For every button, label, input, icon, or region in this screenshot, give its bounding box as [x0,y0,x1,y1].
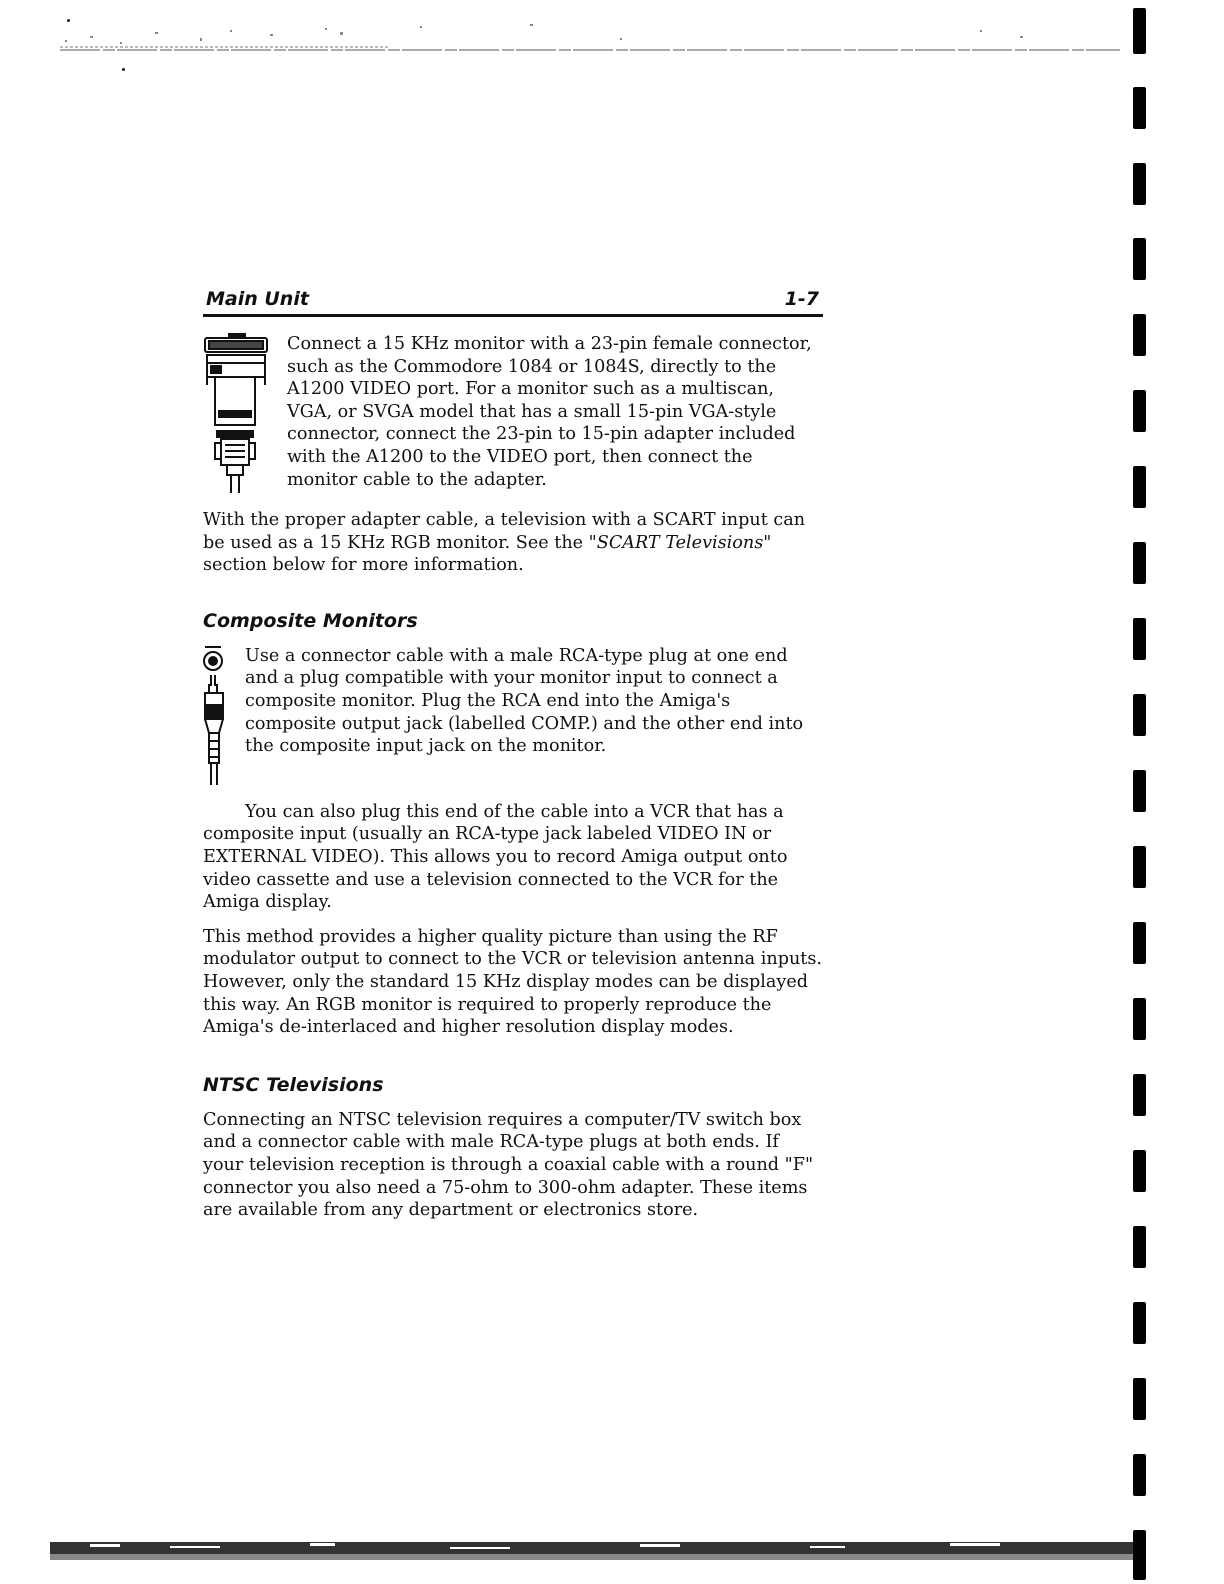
section-title: Main Unit [206,288,309,310]
binding-mark [1133,1454,1146,1496]
binding-mark [1133,922,1146,964]
binding-mark [1133,163,1146,205]
binding-mark [1133,87,1146,129]
binding-mark [1133,314,1146,356]
binding-mark [1133,998,1146,1040]
rgb-monitor-intro: Connect a 15 KHz monitor with a 23-pin female connector, such as the Commodore 1084 or 1084S, directly to the A1200 VIDEO port. For a monitor such as a multiscan, VGA, or SVGA model that has a small 15-pin VGA-style connector, connect the 23-pin to 15-pin adapter included with the A1200 to the VIDEO port, then connect the monitor cable to the adapter. [287,334,812,490]
rgb-monitor-block [203,333,823,499]
binding-mark [1133,618,1146,660]
binding-mark [1133,1074,1146,1116]
composite-block [203,645,823,791]
binding-mark [1133,694,1146,736]
23-pin-connector-adapter-icon [203,333,269,495]
scart-reference: "SCART Televisions" [588,532,772,553]
binding-mark [1133,1150,1146,1192]
binding-mark [1133,466,1146,508]
ntsc-televisions-section [203,1073,823,1222]
composite-heading: Composite Monitors [203,609,418,632]
binding-mark [1133,1378,1146,1420]
binding-mark [1133,846,1146,888]
scart-note-after: section below for more information. [203,555,524,576]
binding-mark [1133,238,1146,280]
rca-plug-icon [203,645,233,787]
page-number: 1-7 [784,288,819,310]
binding-mark [1133,770,1146,812]
binding-mark [1133,390,1146,432]
scan-speck [67,19,70,22]
scan-speck [122,68,125,71]
scan-noise-bottom [50,1538,1140,1578]
ntsc-heading: NTSC Televisions [203,1073,384,1096]
binding-mark [1133,1530,1146,1580]
binding-mark [1133,1302,1146,1344]
binding-marks [1130,0,1150,1584]
composite-monitors-section [203,609,823,1039]
composite-para-1: Use a connector cable with a male RCA-type plug at one end and a plug compatible with your monitor input to connect a composite monitor. Plug the RCA end into the Amiga's composite output jack (labelled COMP.) and the other end into the composite input jack on the monitor. [245,645,804,757]
composite-para-2: You can also plug this end of the cable into a VCR that has a composite input (usually an RCA-type jack labeled VIDEO IN or EXTERNAL VIDEO). This allows you to record Amiga output onto video cassette and use a television connected to the VCR for the Amiga display. [203,801,788,913]
scart-note [203,509,823,577]
binding-mark [1133,8,1146,54]
binding-mark [1133,1226,1146,1268]
binding-mark [1133,542,1146,584]
ntsc-para-1: Connecting an NTSC television requires a computer/TV switch box and a connector cable with male RCA-type plugs at both ends. If your television reception is through a coaxial cable with a round "F" connector you also need a 75-ohm to 300-ohm adapter. These items are available from any department or electronics store. [203,1109,814,1221]
composite-para-3: This method provides a higher quality picture than using the RF modulator output to connect to the VCR or television antenna inputs. However, only the standard 15 KHz display modes can be displayed this way. An RGB monitor is required to properly reproduce the Amiga's de-interlaced and higher resolution display modes. [203,926,823,1038]
scan-noise-top [60,22,1120,58]
scart-note-before: With the proper adapter cable, a television with a SCART input can be used as a 15 KHz RGB monitor. See the [203,510,806,553]
page-header [203,288,823,317]
manual-page [203,288,823,1222]
